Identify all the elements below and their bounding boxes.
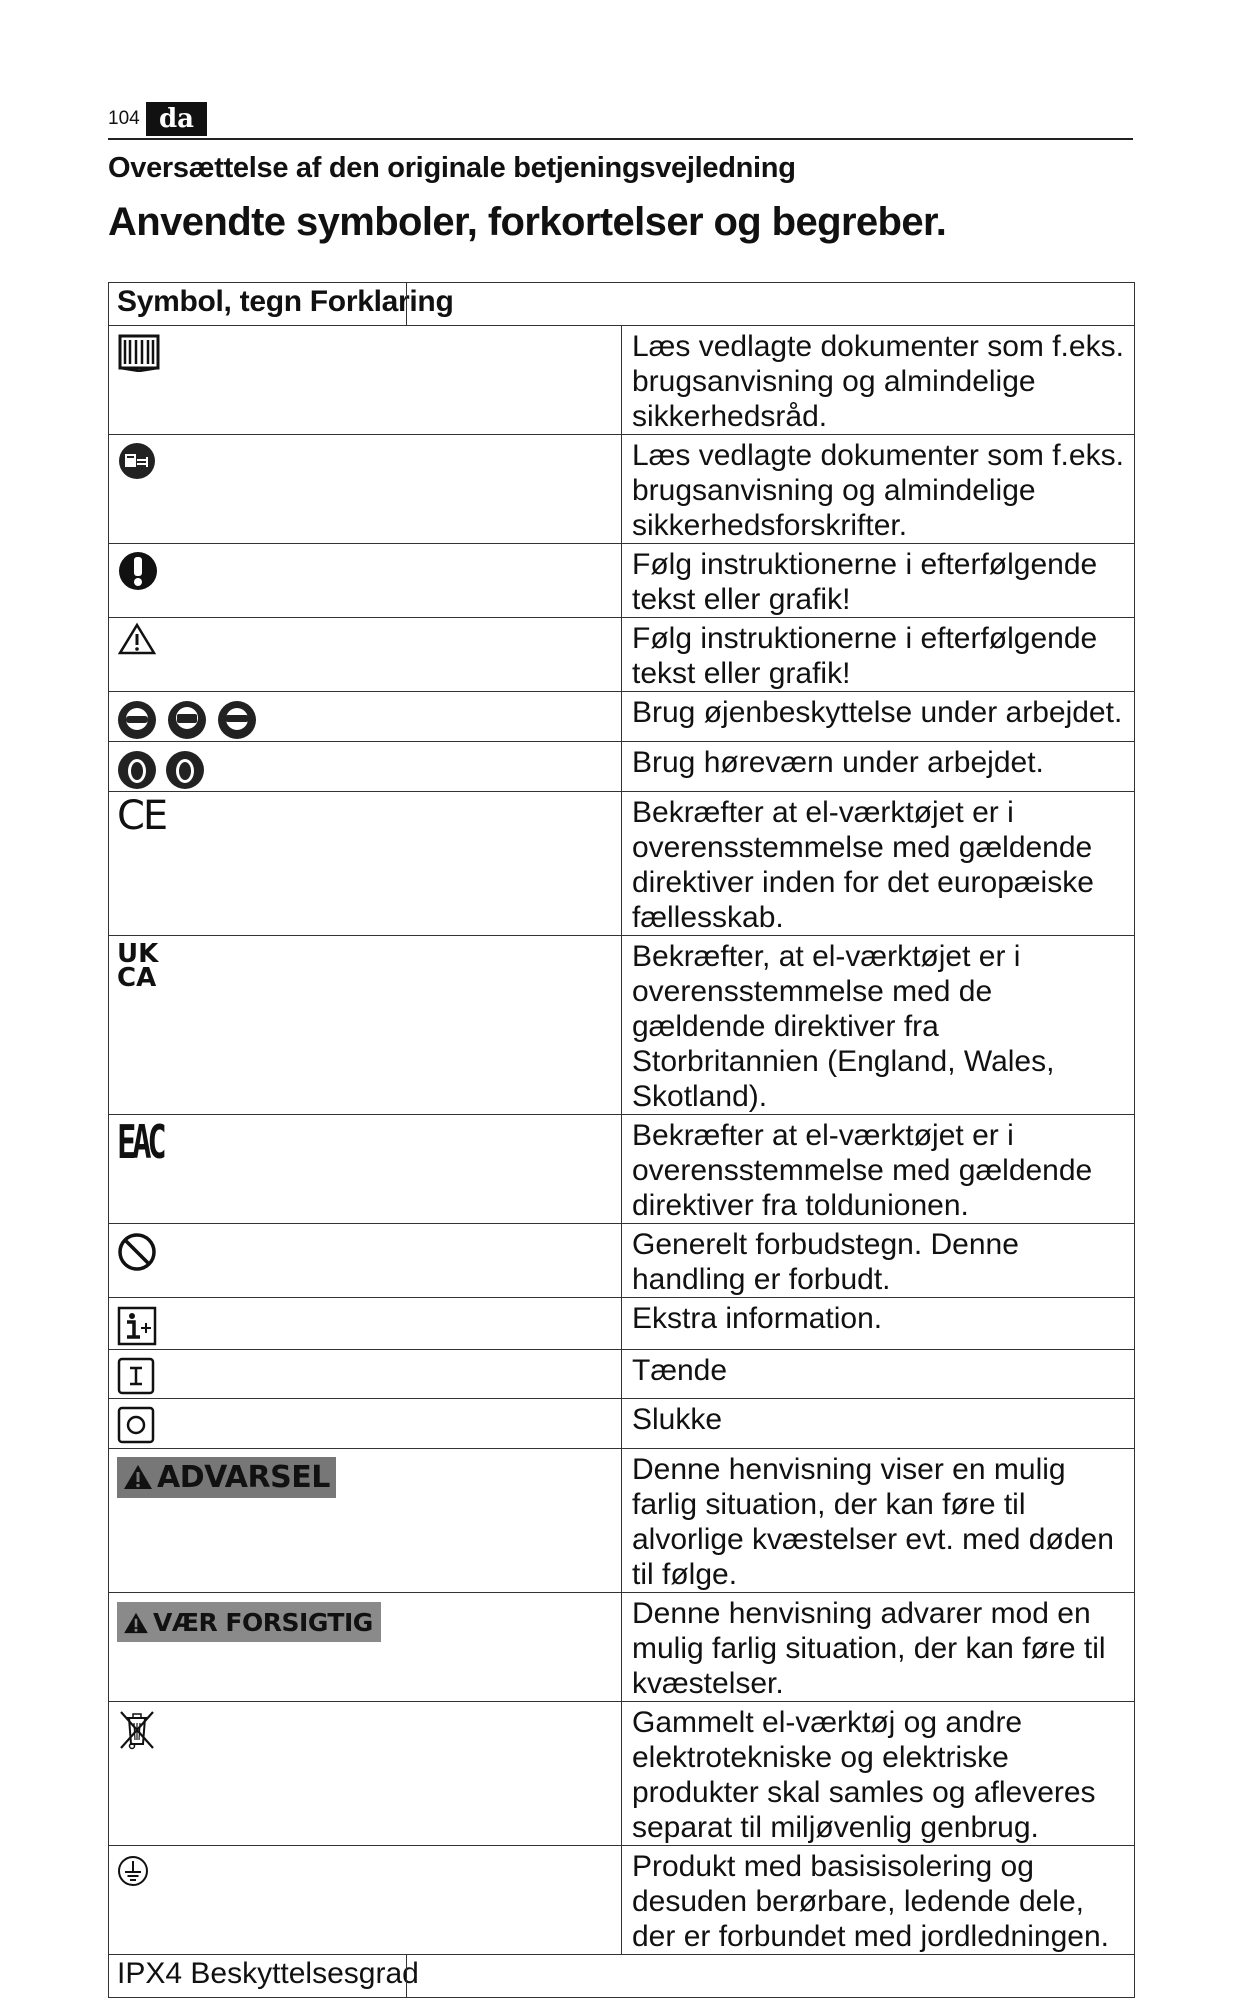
power-off-icon bbox=[117, 1406, 155, 1444]
ce-mark-icon: CE bbox=[117, 793, 167, 839]
row-description: Generelt forbudstegn. Denne handling er forbudt. bbox=[622, 1224, 1135, 1298]
warning-triangle-icon bbox=[123, 1464, 153, 1490]
page-title: Anvendte symboler, forkortelser og begreber. bbox=[108, 200, 947, 244]
row-description: Tænde bbox=[622, 1350, 1135, 1399]
row-description: Ekstra information. bbox=[622, 1298, 1135, 1350]
eye-protection-icon bbox=[117, 699, 257, 741]
weee-bin-icon bbox=[117, 1708, 157, 1752]
language-tag: da bbox=[146, 102, 207, 136]
row-description: Produkt med basisisolering og desuden berørbare, ledende dele, der er forbundet med jordledningen. bbox=[622, 1846, 1135, 1955]
row-description: Bekræfter, at el-værktøjet er i overensstemmelse med de gældende direktiver fra Storbritannien (England, Wales, Skotland). bbox=[622, 936, 1135, 1115]
table-row bbox=[109, 544, 1135, 618]
table-row bbox=[109, 1298, 1135, 1350]
row-description: Bekræfter at el-værktøjet er i overensstemmelse med gældende direktiver inden for det europæiske fællesskab. bbox=[622, 792, 1135, 936]
ipx4-label: IPX4 Beskyttelsesgrad bbox=[117, 1957, 419, 1990]
eac-mark-icon: EAC bbox=[117, 1115, 163, 1169]
table-row bbox=[109, 1115, 1135, 1224]
table-row bbox=[109, 692, 1135, 742]
hearing-protection-icon bbox=[117, 749, 209, 791]
table-row bbox=[109, 1350, 1135, 1399]
prohibition-icon bbox=[117, 1232, 157, 1272]
row-description: Følg instruktionerne i efterfølgende tekst eller grafik! bbox=[622, 618, 1135, 692]
table-header-label: Symbol, tegn Forklaring bbox=[117, 285, 454, 318]
table-row bbox=[109, 1955, 1135, 1998]
page-header bbox=[108, 102, 1133, 140]
table-row bbox=[109, 618, 1135, 692]
row-description: Denne henvisning viser en mulig farlig situation, der kan føre til alvorlige kvæstelser evt. med døden til følge. bbox=[622, 1449, 1135, 1593]
ukca-line-2: CA bbox=[117, 963, 157, 993]
advarsel-badge bbox=[117, 1457, 336, 1498]
page-number: 104 bbox=[108, 108, 140, 129]
exclamation-icon bbox=[117, 550, 159, 592]
vaer-forsigtig-label: VÆR FORSIGTIG bbox=[153, 1608, 373, 1637]
document-subtitle: Oversættelse af den originale betjeningsvejledning bbox=[108, 152, 796, 184]
row-description: Denne henvisning advarer mod en mulig farlig situation, der kan føre til kvæstelser. bbox=[622, 1593, 1135, 1702]
book-icon bbox=[117, 332, 161, 372]
table-row bbox=[109, 1846, 1135, 1955]
advarsel-label: ADVARSEL bbox=[157, 1460, 330, 1495]
row-description: Følg instruktionerne i efterfølgende tekst eller grafik! bbox=[622, 544, 1135, 618]
table-row bbox=[109, 1449, 1135, 1593]
symbols-table bbox=[108, 282, 1135, 1998]
row-description: Slukke bbox=[622, 1399, 1135, 1449]
info-plus-icon bbox=[117, 1306, 157, 1346]
row-description: Bekræfter at el-værktøjet er i overensstemmelse med gældende direktiver fra toldunionen. bbox=[622, 1115, 1135, 1224]
row-description: Læs vedlagte dokumenter som f.eks. brugsanvisning og almindelige sikkerhedsråd. bbox=[622, 326, 1135, 435]
row-description: Brug øjenbeskyttelse under arbejdet. bbox=[622, 692, 1135, 742]
table-row bbox=[109, 1399, 1135, 1449]
row-description: Gammelt el-værktøj og andre elektrotekniske og elektriske produkter skal samles og afleveres separat til miljøvenlig genbrug. bbox=[622, 1702, 1135, 1846]
protective-earth-icon bbox=[117, 1855, 149, 1887]
table-header-row bbox=[109, 283, 1135, 326]
row-description: Læs vedlagte dokumenter som f.eks. brugsanvisning og almindelige sikkerhedsforskrifter. bbox=[622, 435, 1135, 544]
warning-triangle-icon bbox=[123, 1612, 149, 1634]
row-description: Brug høreværn under arbejdet. bbox=[622, 742, 1135, 792]
table-row bbox=[109, 742, 1135, 792]
vaer-forsigtig-badge bbox=[117, 1602, 381, 1642]
table-row bbox=[109, 1224, 1135, 1298]
ipx4-cell bbox=[109, 1955, 1135, 1998]
manual-plug-icon bbox=[117, 441, 157, 481]
table-row bbox=[109, 326, 1135, 435]
table-header bbox=[109, 283, 1135, 326]
table-row bbox=[109, 435, 1135, 544]
warning-triangle-icon bbox=[117, 622, 157, 656]
ukca-mark-icon bbox=[117, 939, 621, 993]
table-row bbox=[109, 1593, 1135, 1702]
ukca-line-1: UK bbox=[117, 939, 159, 969]
table-row bbox=[109, 936, 1135, 1115]
power-on-icon bbox=[117, 1357, 155, 1395]
table-row bbox=[109, 792, 1135, 936]
table-row bbox=[109, 1702, 1135, 1846]
